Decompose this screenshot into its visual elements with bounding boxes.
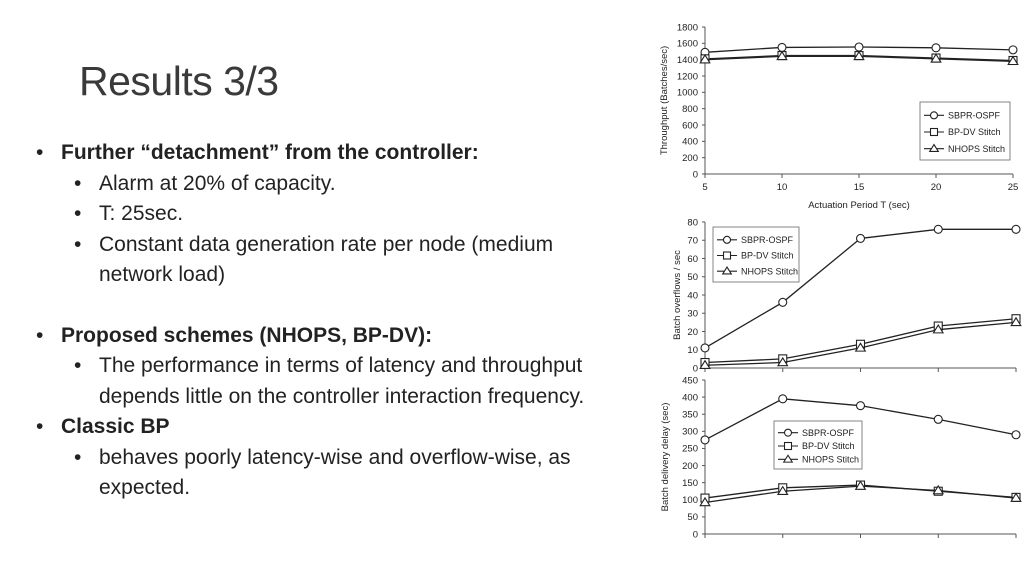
y-tick-label: 20	[687, 326, 698, 338]
series-nhops-stitch	[700, 481, 1021, 505]
data-point	[701, 344, 709, 352]
x-tick-label: 20	[930, 182, 942, 193]
legend-marker	[724, 236, 731, 243]
y-axis-label: Batch delivery delay (sec)	[660, 402, 671, 512]
x-tick-label: 5	[702, 182, 708, 193]
y-axis-label: Batch overflows / sec	[672, 250, 683, 340]
y-tick-label: 800	[682, 103, 698, 115]
legend-label: BP-DV Stitch	[948, 127, 1001, 138]
sub-bullet-rate: • Constant data generation rate per node (medium network load)	[36, 230, 596, 291]
legend-label: SBPR-OSPF	[802, 427, 855, 438]
data-point	[1009, 46, 1017, 54]
y-tick-label: 0	[692, 529, 698, 541]
y-tick-label: 1400	[676, 54, 698, 66]
data-point	[857, 402, 865, 410]
legend-marker	[785, 443, 792, 450]
legend-marker	[785, 429, 792, 436]
y-tick-label: 10	[687, 345, 698, 357]
y-tick-label: 0	[692, 363, 698, 375]
y-tick-label: 80	[687, 217, 698, 229]
y-tick-label: 40	[687, 290, 698, 302]
y-tick-label: 70	[687, 235, 698, 247]
x-axis-label: Actuation Period T (sec)	[808, 200, 910, 211]
y-tick-label: 30	[687, 308, 698, 320]
x-tick-label: 10	[776, 182, 788, 193]
y-tick-label: 150	[682, 477, 698, 489]
y-axis-label: Throughput (Batches/sec)	[659, 45, 670, 156]
data-point	[701, 436, 709, 444]
legend	[920, 102, 1010, 160]
sub-bullet-period: • T: 25sec.	[36, 199, 596, 230]
legend-label: SBPR-OSPF	[948, 110, 1001, 121]
y-tick-label: 1800	[676, 22, 698, 34]
bullet-proposed-schemes: • Proposed schemes (NHOPS, BP-DV):	[36, 321, 596, 352]
data-point	[1012, 225, 1020, 233]
y-tick-label: 300	[682, 426, 698, 438]
y-tick-label: 200	[682, 152, 698, 164]
legend-label: BP-DV Stitch	[802, 441, 855, 452]
legend-marker	[931, 129, 938, 136]
chart-delay	[660, 375, 1021, 540]
legend-label: NHOPS Stitch	[741, 266, 799, 277]
data-point	[934, 415, 942, 423]
data-point	[778, 43, 786, 51]
y-tick-label: 450	[682, 375, 698, 387]
y-tick-label: 400	[682, 392, 698, 404]
bullet-classic-bp: • Classic BP	[36, 412, 596, 443]
legend	[713, 227, 799, 282]
sub-bullet-behaves-poorly: • behaves poorly latency-wise and overflow-wise, as expected.	[36, 443, 596, 504]
y-tick-label: 250	[682, 443, 698, 455]
data-point	[855, 43, 863, 51]
x-tick-label: 25	[1007, 182, 1019, 193]
data-point	[779, 298, 787, 306]
data-point	[1012, 431, 1020, 439]
y-tick-label: 50	[687, 272, 698, 284]
y-tick-label: 200	[682, 460, 698, 472]
slide-title: Results 3/3	[79, 58, 279, 104]
sub-bullet-performance: • The performance in terms of latency and throughput depends little on the controller interaction frequency.	[36, 351, 596, 412]
chart-overflow	[672, 217, 1021, 374]
data-point	[932, 44, 940, 52]
series-nhops-stitch	[700, 52, 1018, 65]
legend-marker	[931, 112, 938, 119]
legend-label: SBPR-OSPF	[741, 235, 794, 246]
y-tick-label: 60	[687, 253, 698, 265]
y-tick-label: 600	[682, 120, 698, 132]
y-tick-label: 1600	[676, 38, 698, 50]
y-tick-label: 1200	[676, 71, 698, 83]
y-tick-label: 400	[682, 136, 698, 148]
y-tick-label: 50	[687, 512, 698, 524]
x-tick-label: 15	[853, 182, 865, 193]
data-point	[857, 234, 865, 242]
bullet-detachment: • Further “detachment” from the controller:	[36, 138, 596, 169]
legend-marker	[724, 252, 731, 259]
legend	[774, 421, 862, 469]
y-tick-label: 1000	[676, 87, 698, 99]
data-point	[779, 395, 787, 403]
legend-label: NHOPS Stitch	[802, 454, 860, 465]
y-tick-label: 350	[682, 409, 698, 421]
legend-label: BP-DV Stitch	[741, 250, 794, 261]
chart-throughput	[659, 22, 1018, 211]
sub-bullet-alarm: • Alarm at 20% of capacity.	[36, 169, 596, 200]
legend-label: NHOPS Stitch	[948, 143, 1006, 154]
y-tick-label: 100	[682, 495, 698, 507]
data-point	[934, 225, 942, 233]
y-tick-label: 0	[692, 169, 698, 181]
